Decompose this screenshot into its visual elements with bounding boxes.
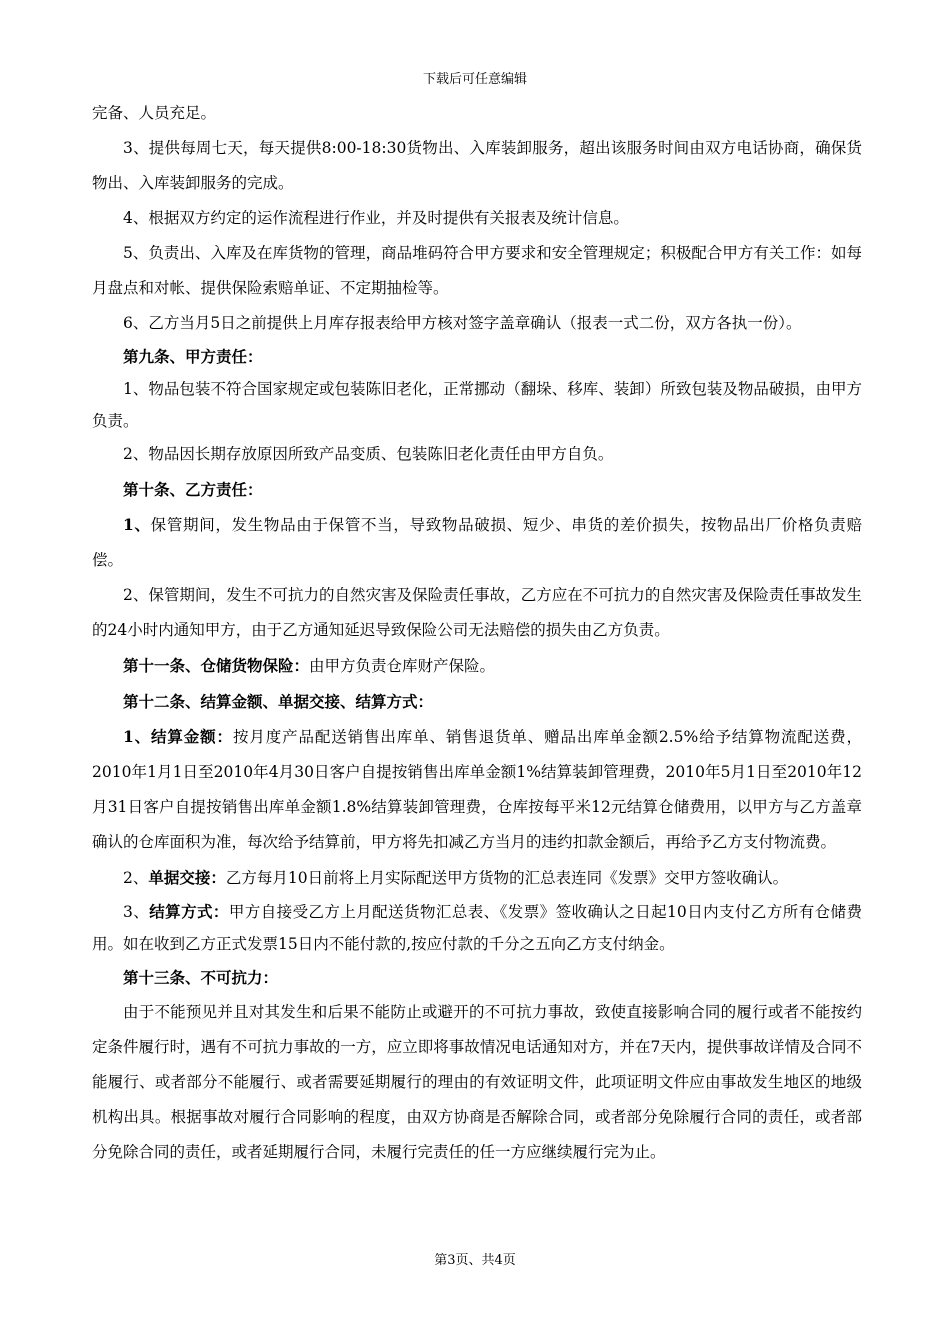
section-heading: 第十三条、不可抗力： bbox=[123, 968, 279, 987]
item-number: 3、 bbox=[123, 903, 150, 921]
paragraph: 4、根据双方约定的运作流程进行作业，并及时提供有关报表及统计信息。 bbox=[123, 209, 629, 227]
paragraph: 1、物品包装不符合国家规定或包装陈旧老化，正常挪动（翻垛、移库、装卸）所致包装及物品破损，由甲方负责。 bbox=[92, 380, 862, 430]
item-label: 单据交接： bbox=[148, 868, 226, 887]
item-label: 1、结算金额： bbox=[123, 727, 233, 746]
section-heading: 第九条、甲方责任： bbox=[123, 347, 263, 366]
paragraph: 3、提供每周七天，每天提供8:00-18:30货物出、入库装卸服务，超出该服务时间由双方电话协商，确保货物出、入库装卸服务的完成。 bbox=[92, 139, 862, 192]
section-heading bbox=[92, 648, 862, 684]
page-header: 下载后可任意编辑 bbox=[422, 72, 527, 87]
item-label: 结算方式： bbox=[149, 902, 229, 921]
paragraph bbox=[92, 507, 862, 578]
paragraph: 2、保管期间，发生不可抗力的自然灾害及保险责任事故，乙方应在不可抗力的自然灾害及保险责任事故发生的24小时内通知甲方，由于乙方通知延迟导致保险公司无法赔偿的损失由乙方负责。 bbox=[92, 586, 862, 639]
section-heading: 第十条、乙方责任： bbox=[123, 480, 263, 499]
paragraph: 6、乙方当月5日之前提供上月库存报表给甲方核对签字盖章确认（报表一式二份，双方各执一份）。 bbox=[123, 314, 802, 332]
section-heading: 第十二条、结算金额、单据交接、结算方式： bbox=[123, 692, 434, 711]
paragraph: 完备、人员充足。 bbox=[92, 104, 217, 122]
item-text: 保管期间，发生物品由于保管不当，导致物品破损、短少、串货的差价损失，按物品出厂价格负责赔偿。 bbox=[92, 516, 862, 569]
page-footer: 第3页、共4页 bbox=[434, 1253, 516, 1268]
paragraph bbox=[92, 860, 862, 896]
paragraph: 由于不能预见并且对其发生和后果不能防止或避开的不可抗力事故，致使直接影响合同的履行或者不能按约定条件履行时，遇有不可抗力事故的一方，应立即将事故情况电话通知对方，并在7天内，提供事故详情及合同不能履行、或者部分不能履行、或者需要延期履行的理由的有效证明文件，此项证明文件应由事故发生地区的地级机构出具。根据事故对履行合同影响的程度，由双方协商是否解除合同，或者部分免除履行合同的责任，或者部分免除合同的责任，或者延期履行合同，未履行完责任的任一方应继续履行完为止。 bbox=[92, 1003, 862, 1161]
item-text: 甲方自接受乙方上月配送货物汇总表、《发票》签收确认之日起10日内支付乙方所有仓储费用。如在收到乙方正式发票15日内不能付款的,按应付款的千分之五向乙方支付纳金。 bbox=[92, 903, 862, 953]
item-text: 按月度产品配送销售出库单、销售退货单、赠品出库单金额2.5%给予结算物流配送费，2010年1月1日至2010年4月30日客户自提按销售出库单金额1%结算装卸管理费，2010年5月1日至2010年12月31日客户自提按销售出库单金额1.8%结算装卸管理费，仓库按每平米12元结算仓储费用，以甲方与乙方盖章确认的仓库面积为准，每次给予结算前，甲方将先扣减乙方当月的违约扣款金额后，再给予乙方支付物流费。 bbox=[92, 728, 862, 851]
item-number: 1、 bbox=[123, 515, 151, 534]
item-number: 2、 bbox=[123, 869, 149, 887]
heading-text: 由甲方负责仓库财产保险。 bbox=[309, 657, 496, 675]
paragraph bbox=[92, 896, 862, 960]
paragraph: 5、负责出、入库及在库货物的管理，商品堆码符合甲方要求和安全管理规定；积极配合甲方有关工作：如每月盘点和对帐、提供保险索赔单证、不定期抽检等。 bbox=[92, 244, 862, 297]
heading-label: 第十一条、仓储货物保险： bbox=[123, 656, 310, 675]
item-text: 乙方每月10日前将上月实际配送甲方货物的汇总表连同《发票》交甲方签收确认。 bbox=[225, 869, 789, 887]
paragraph: 2、物品因长期存放原因所致产品变质、包装陈旧老化责任由甲方自负。 bbox=[123, 445, 614, 463]
document-body bbox=[92, 96, 862, 1170]
paragraph bbox=[92, 719, 862, 860]
